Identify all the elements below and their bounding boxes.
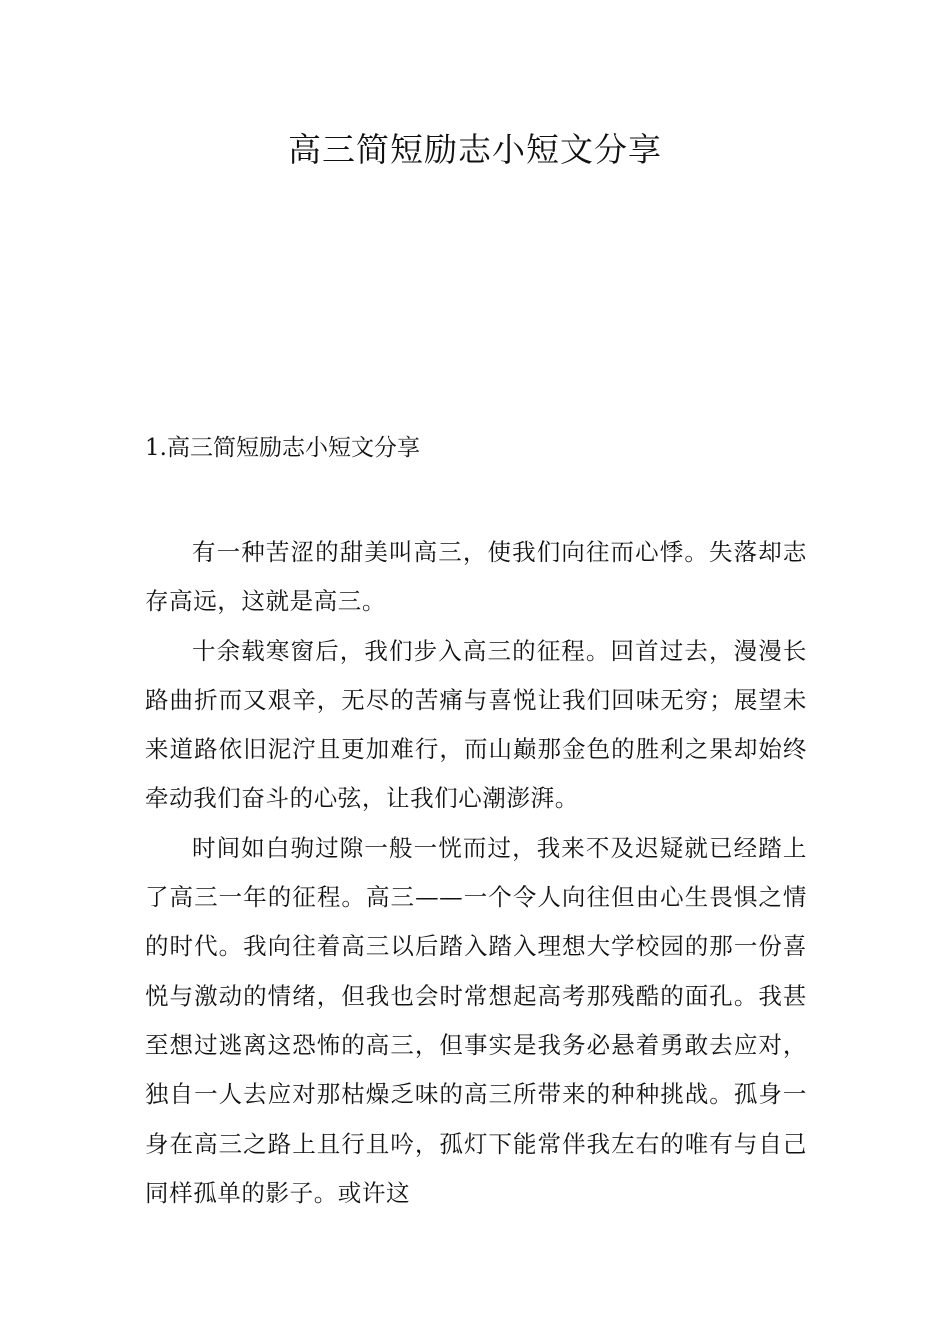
paragraph-3: 时间如白驹过隙一般一恍而过，我来不及迟疑就已经踏上了高三一年的征程。高三——一个令人向往但由心生畏惧之情的时代。我向往着高三以后踏入踏入理想大学校园的那一份喜悦与激动的情绪，但我也会时常想起高考那残酷的面孔。我甚至想过逃离这恐怖的高三，但事实是我务必悬着勇敢去应对，独自一人去应对那枯燥乏味的高三所带来的种种挑战。孤身一身在高三之路上且行且吟，孤灯下能常伴我左右的唯有与自己同样孤单的影子。或许这 bbox=[145, 833, 807, 1207]
paragraph-1: 有一种苦涩的甜美叫高三，使我们向往而心悸。失落却志存高远，这就是高三。 bbox=[145, 538, 807, 616]
document-title: 高三简短励志小短文分享 bbox=[288, 130, 662, 169]
paragraph-2: 十余载寒窗后，我们步入高三的征程。回首过去，漫漫长路曲折而又艰辛，无尽的苦痛与喜悦让我们回味无穷；展望未来道路依旧泥泞且更加难行，而山巅那金色的胜利之果却始终牵动我们奋斗的心弦，让我们心潮澎湃。 bbox=[145, 636, 807, 813]
document-body bbox=[145, 528, 807, 1218]
section-heading: 1.高三简短励志小短文分享 bbox=[145, 435, 420, 461]
